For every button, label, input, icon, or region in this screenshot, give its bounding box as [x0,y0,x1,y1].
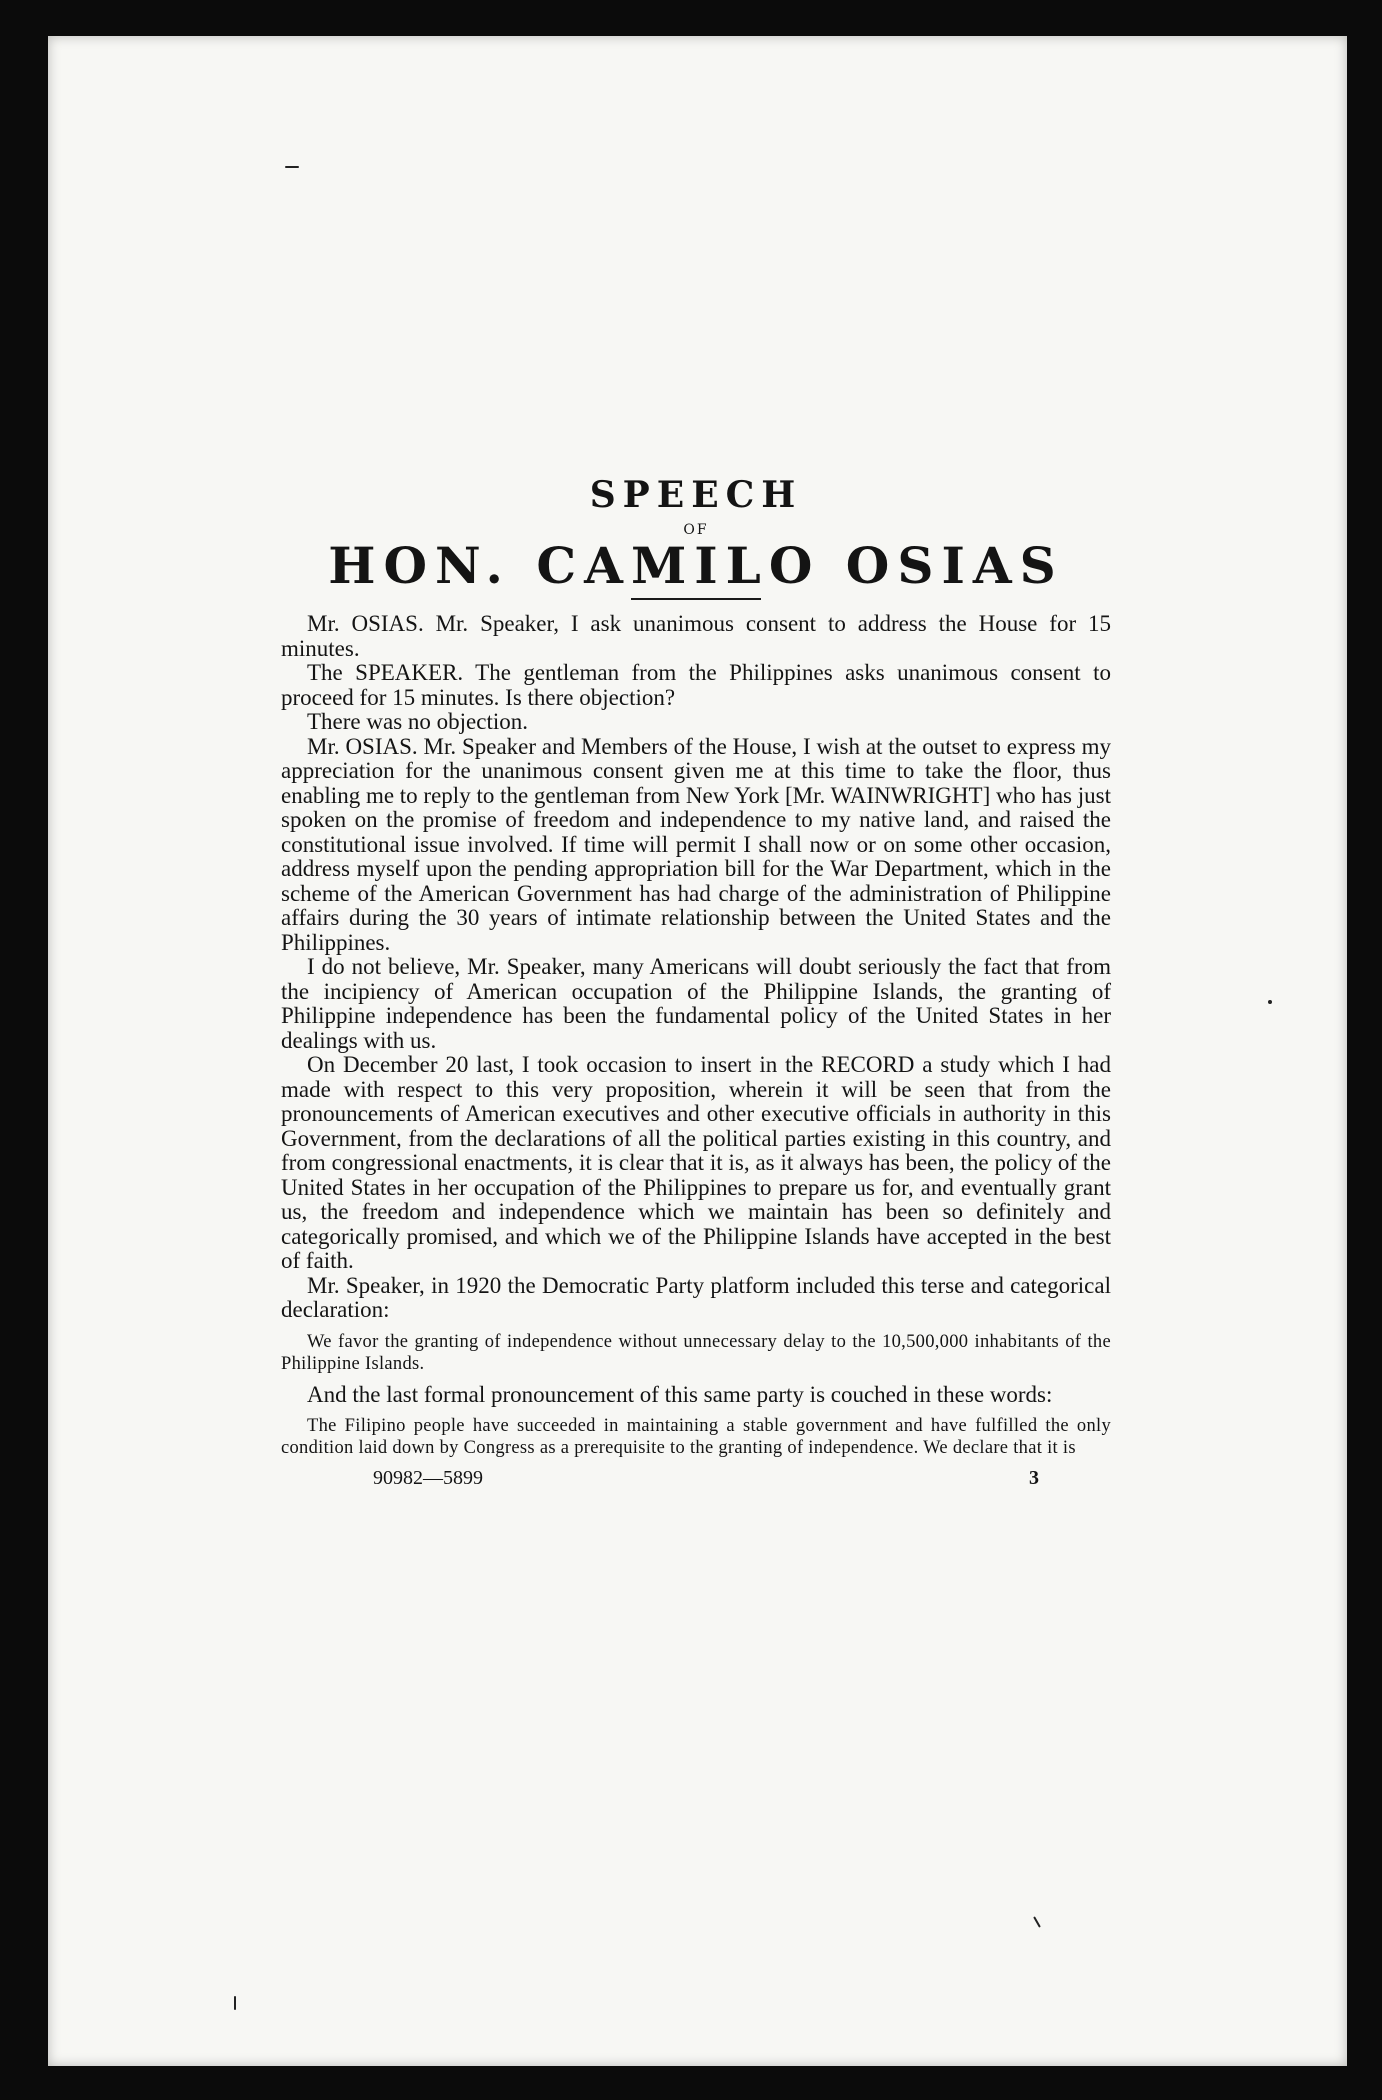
title-of: OF [683,521,709,538]
margin-speck [234,1996,236,2010]
paragraph-2: The SPEAKER. The gentleman from the Philippines asks unanimous consent to proceed for 15 minutes. Is there objection? [281,660,1111,710]
margin-speck [285,166,299,168]
margin-speck [1033,1916,1041,1927]
paragraph-7: Mr. Speaker, in 1920 the Democratic Party platform included this terse and categorical declaration: [281,1272,1111,1323]
paragraph-3: There was no objection. [307,709,528,735]
page-footer [281,1467,1111,1493]
paragraph-1: Mr. OSIAS. Mr. Speaker, I ask unanimous consent to address the House for 15 minutes. [281,611,1111,661]
document-page [48,36,1347,2066]
speaker-name: HON. CAMILO OSIAS [328,535,1064,595]
quote-1920-platform: We favor the granting of independence without unnecessary delay to the 10,500,000 inhabitants of the Philippine Islands. [281,1331,1111,1374]
speech-title: SPEECH [589,474,803,516]
paragraph-4: Mr. OSIAS. Mr. Speaker and Members of the House, I wish at the outset to express my appreciation for the unanimous consent given me at this time to take the floor, thus enabling me to reply to the gentleman from New York [Mr. WAINWRIGHT] who has just spoken on the promise of freedom and independence to my native land, and raised the constitutional issue involved. If time will permit I shall now or on some other occasion, address myself upon the pending appropriation bill for the War Department, which in the scheme of the American Government has had charge of the administration of Philippine affairs during the 30 years of intimate relationship between the United States and the Philippines. [281,733,1111,955]
margin-speck [1268,1000,1272,1004]
print-code: 90982—5899 [373,1467,483,1490]
paragraph-5: I do not believe, Mr. Speaker, many Americans will doubt seriously the fact that from the incipiency of American occupation of the Philippine Islands, the granting of Philippine independence has been the fundamental policy of the United States in her dealings with us. [281,954,1111,1053]
quote-last-pronouncement: The Filipino people have succeeded in maintaining a stable government and have fulfilled the only condition laid down by Congress as a prerequisite to the granting of independence. We declare that it is [281,1416,1111,1459]
paragraph-8: And the last formal pronouncement of this same party is couched in these words: [307,1381,1053,1407]
speech-content [281,476,1111,1493]
page-number: 3 [1029,1467,1039,1490]
title-rule [631,598,761,600]
paragraph-6: On December 20 last, I took occasion to insert in the RECORD a study which I had made with respect to this very proposition, wherein it will be seen that from the pronouncements of American executives and other executive officials in authority in this Government, from the declarations of all the political parties existing in this country, and from congressional enactments, it is clear that it is, as it always has been, the policy of the United States in her occupation of the Philippines to prepare us for, and eventually grant us, the freedom and independence which we maintain has been so definitely and categorically promised, and which we of the Philippine Islands have accepted in the best of faith. [281,1052,1111,1274]
